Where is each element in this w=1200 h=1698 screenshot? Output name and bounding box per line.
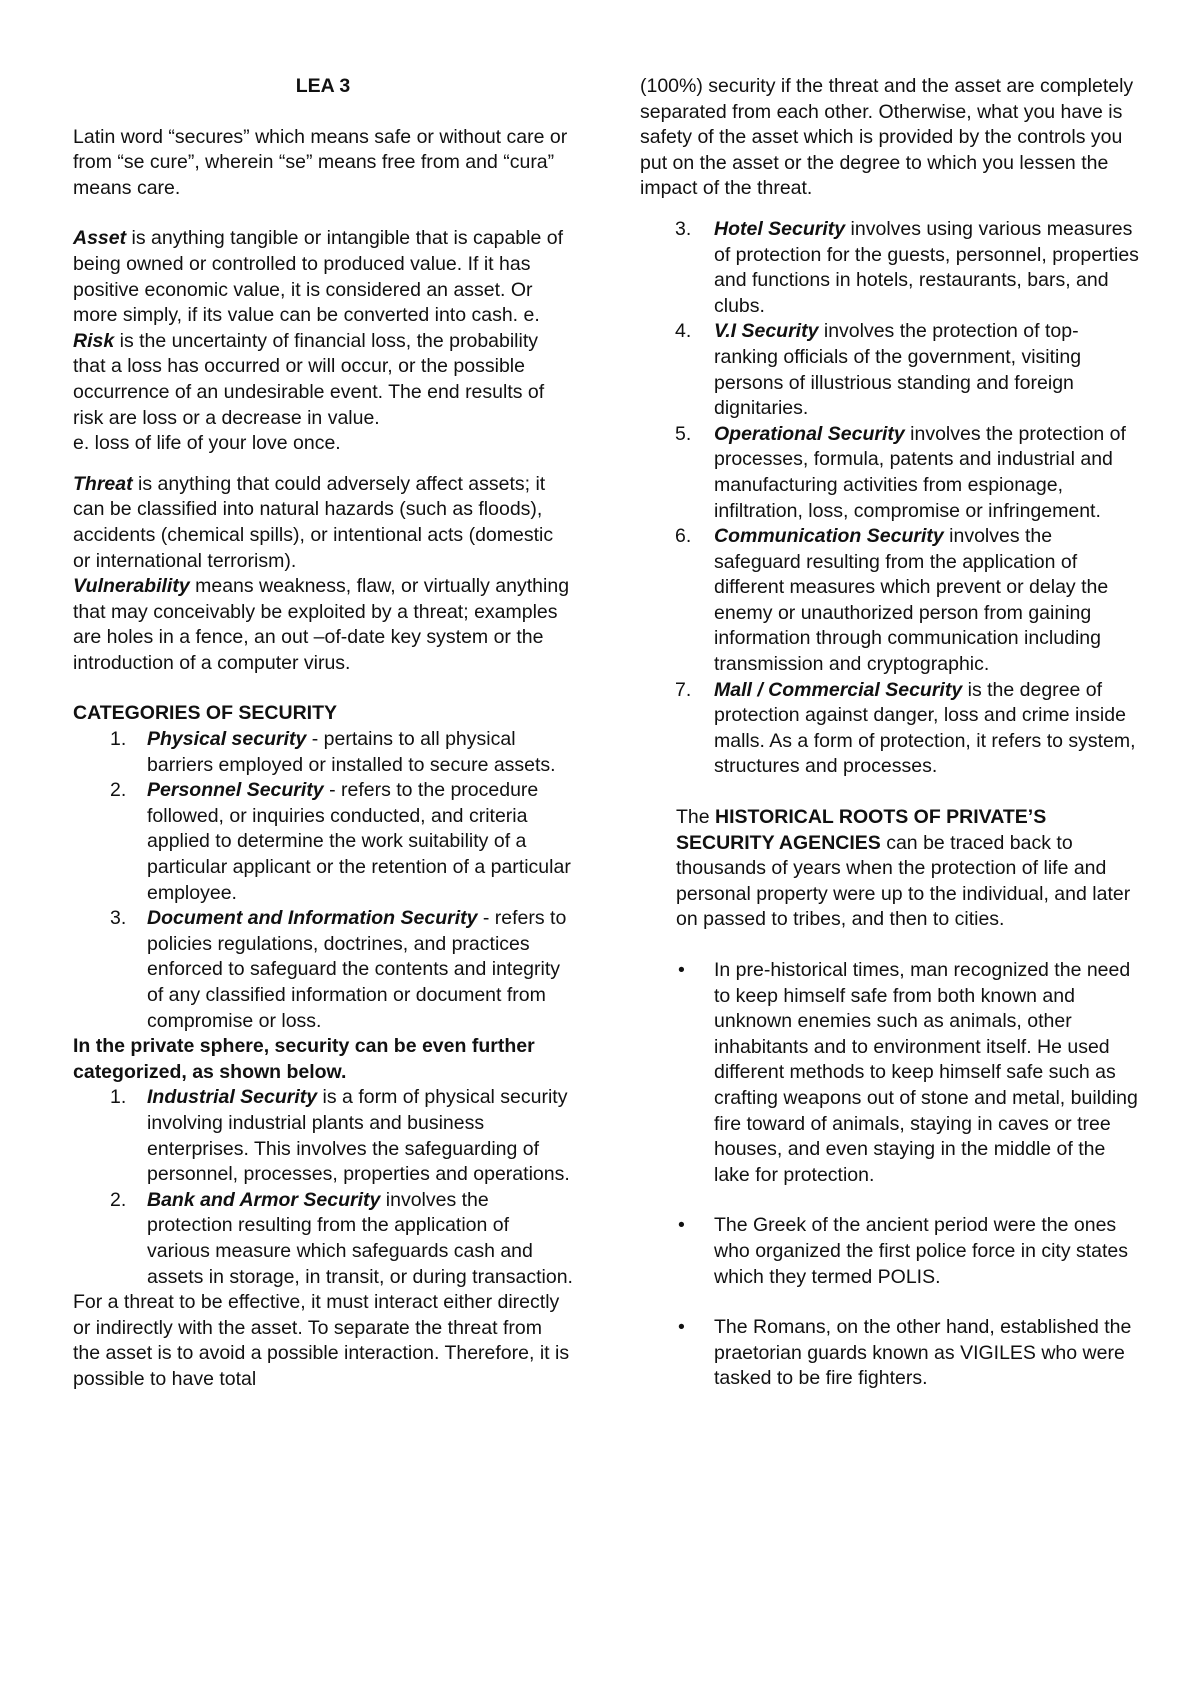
- right-column: [640, 74, 1140, 1392]
- asset-definition: [73, 226, 573, 328]
- item-term: Personnel Security: [147, 779, 324, 802]
- list-number: 4.: [675, 320, 692, 343]
- list-item: [640, 678, 1140, 780]
- item-text: involves the safeguard resulting from the application of different measures which prevent or delay the enemy or unauthorized person from gaining information through communication including transmission and cryptographic.: [714, 525, 1109, 676]
- list-number: 6.: [675, 525, 692, 548]
- bullet-icon: •: [678, 1316, 685, 1339]
- history-text: can be traced back to thousands of years when the protection of life and personal property were up to the individual, and later on passed to tribes, and then to cities.: [676, 831, 1131, 931]
- list-number: 1.: [110, 728, 127, 751]
- list-item: [640, 1213, 1140, 1290]
- bullet-icon: •: [678, 959, 685, 981]
- list-item: [73, 778, 573, 906]
- item-term: Mall / Commercial Security: [714, 678, 963, 701]
- list-number: 3.: [675, 217, 692, 240]
- categories-heading: CATEGORIES OF SECURITY: [73, 702, 337, 725]
- list-item: [73, 727, 573, 778]
- list-number: 2.: [110, 1188, 127, 1211]
- list-item: [640, 1315, 1140, 1392]
- categories-list: [73, 727, 573, 1034]
- item-term: Hotel Security: [714, 217, 846, 240]
- item-text: involves using various measures of protection for the guests, personnel, properties and functions in hotels, restaurants, bars, and clubs.: [714, 217, 1139, 317]
- history-heading: HISTORICAL ROOTS OF PRIVATE’S SECURITY AGENCIES: [676, 806, 1047, 854]
- bullet-text: The Romans, on the other hand, established the praetorian guards known as VIGILES who were tasked to be fire fighters.: [714, 1316, 1132, 1390]
- item-text: - refers to policies regulations, doctrines, and practices enforced to safeguard the contents and integrity of any classified information or document from compromise or loss.: [147, 907, 567, 1032]
- vulnerability-term: Vulnerability: [73, 575, 190, 598]
- bullet-text: In pre-historical times, man recognized the need to keep himself safe from both known and unknown enemies such as animals, other inhabitants and to environment itself. He used different methods to keep himself safe such as crafting weapons out of stone and metal, building fire toward of animals, staying in caves or tree houses, and even staying in the middle of the lake for protection.: [714, 959, 1138, 1186]
- asset-term: Asset: [73, 227, 127, 250]
- item-text: - pertains to all physical barriers employed or installed to secure assets.: [147, 728, 556, 776]
- risk-definition: [73, 329, 573, 431]
- list-item: [640, 524, 1140, 678]
- history-paragraph: [676, 805, 1140, 933]
- item-term: Document and Information Security: [147, 907, 478, 930]
- threat-text: is anything that could adversely affect assets; it can be classified into natural hazards (such as floods), accidents (chemical spills), or intentional acts (domestic or international terrorism).: [73, 472, 554, 572]
- item-text: involves the protection resulting from the application of various measure which safeguards cash and assets in storage, in transit, or during transaction.: [147, 1188, 573, 1288]
- list-item: [640, 217, 1140, 319]
- threat-paragraph-start: For a threat to be effective, it must interact either directly or indirectly with the asset. To separate the threat from the asset is to avoid a possible interaction. Therefore, it is possible to have total: [73, 1291, 570, 1390]
- private-sphere-heading: In the private sphere, security can be even further categorized, as shown below.: [73, 1035, 535, 1083]
- list-number: 5.: [675, 422, 692, 445]
- list-item: [73, 1085, 573, 1187]
- asset-text: is anything tangible or intangible that is capable of being owned or controlled to produced value. If it has positive economic value, it is considered an asset. Or more simply, if its value can be converted into cash. e.: [73, 227, 563, 327]
- private-sphere-list-left: [73, 1085, 573, 1290]
- item-term: V.I Security: [714, 320, 819, 343]
- item-term: Physical security: [147, 728, 307, 751]
- list-item: [640, 422, 1140, 524]
- item-text: - refers to the procedure followed, or inquiries conducted, and criteria applied to determine the work suitability of a particular applicant or the retention of a particular employee.: [147, 779, 571, 904]
- list-item: [73, 906, 573, 1034]
- history-bullets: [640, 958, 1140, 1392]
- intro-paragraph: Latin word “secures” which means safe or without care or from “se cure”, wherein “se” means free from and “cura” means care.: [73, 125, 568, 199]
- vulnerability-text: means weakness, flaw, or virtually anything that may conceivably be exploited by a threat; examples are holes in a fence, an out –of-date key system or the introduction of a computer virus.: [73, 575, 570, 674]
- bullet-text: The Greek of the ancient period were the ones who organized the first police force in city states which they termed POLIS.: [714, 1214, 1129, 1288]
- list-item: [640, 958, 1140, 1188]
- item-term: Bank and Armor Security: [147, 1188, 381, 1211]
- history-prefix: The: [676, 806, 716, 829]
- list-number: 3.: [110, 907, 127, 930]
- list-number: 2.: [110, 779, 127, 802]
- risk-example: e. loss of life of your love once.: [73, 432, 341, 455]
- private-sphere-list-right: [640, 217, 1140, 780]
- item-text: is a form of physical security involving industrial plants and business enterprises. This involves the safeguarding of personnel, processes, properties and operations.: [147, 1086, 570, 1186]
- page-title: LEA 3: [295, 75, 351, 97]
- item-text: involves the protection of processes, formula, patents and industrial and manufacturing activities from espionage, infiltration, loss, compromise or infringement.: [714, 422, 1126, 522]
- item-text: is the degree of protection against danger, loss and crime inside malls. As a form of protection, it refers to system, structures and processes.: [714, 678, 1136, 778]
- list-item: [640, 319, 1140, 421]
- list-number: 7.: [675, 678, 692, 701]
- risk-term: Risk: [73, 329, 115, 352]
- item-term: Operational Security: [714, 422, 905, 445]
- item-text: involves the protection of top-ranking officials of the government, visiting persons of illustrious standing and foreign dignitaries.: [714, 320, 1082, 420]
- threat-definition: [73, 472, 573, 574]
- item-term: Industrial Security: [147, 1086, 318, 1109]
- list-number: 1.: [110, 1086, 127, 1109]
- risk-text: is the uncertainty of financial loss, the probability that a loss has occurred or will occur, or the possible occurrence of an undesirable event. The end results of risk are loss or a decrease in value.: [73, 329, 545, 429]
- left-column: [73, 74, 573, 1393]
- bullet-icon: •: [678, 1214, 685, 1237]
- item-term: Communication Security: [714, 525, 944, 548]
- list-item: [73, 1188, 573, 1290]
- vulnerability-definition: [73, 574, 573, 676]
- threat-paragraph-continued: (100%) security if the threat and the asset are completely separated from each other. Otherwise, what you have is safety of the asset which is provided by the controls you put on the asset or the degree to which you lessen the impact of the threat.: [640, 75, 1134, 200]
- threat-term: Threat: [73, 472, 133, 495]
